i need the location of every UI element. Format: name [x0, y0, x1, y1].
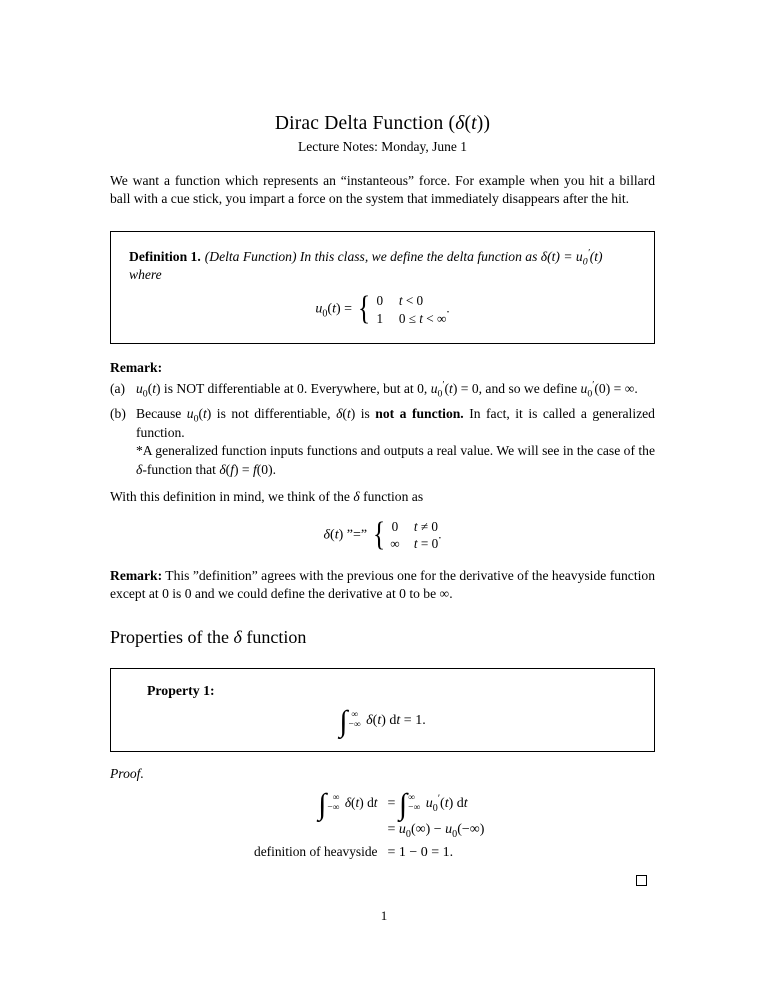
list-item: (b) Because $u_0(t)$ is not differentiable, δ(t) is not a function. In fact, it is called a generalized function. *A generalized function inputs functions and outputs a real value. We will see in the case of the δ-function that δ(f) = f(0).	[110, 405, 655, 478]
derivation-annotation: ∫ ∞ −∞ δ(t) dt	[318, 788, 378, 822]
remark-list	[110, 380, 655, 480]
definition-formula: $u_0(t)$ = { 0 t < 0 1 0 ≤ t < ∞ .	[315, 290, 450, 328]
derivation-expression: = ∫ ∞ −∞ $u_0'(t)$ dt	[387, 787, 468, 821]
document-content	[110, 112, 655, 886]
property-box	[110, 668, 655, 752]
property-label: Property 1:	[147, 682, 215, 698]
proof-derivation	[110, 787, 655, 861]
derivation-row	[110, 822, 655, 838]
list-marker: (b)	[110, 405, 126, 421]
definition-text	[129, 248, 636, 285]
integral-symbol: ∫ ∞ −∞	[318, 788, 340, 822]
piecewise-cases: { 0 t < 0 1 0 ≤ t < ∞	[357, 290, 447, 328]
integral-symbol: ∫ ∞ −∞	[339, 704, 361, 738]
intro-paragraph: We want a function which represents an “instanteous” force. For example when you hit a billard ball with a cue stick, you impart a force on the system that immediately disappears after the hit.	[110, 173, 655, 207]
remark-2-paragraph	[110, 567, 655, 603]
with-definition-paragraph: With this definition in mind, we think of the δ function as	[110, 488, 424, 504]
remark-2-heading: Remark:	[110, 567, 163, 583]
page-subtitle: Lecture Notes: Monday, June 1	[298, 139, 467, 155]
list-marker: (a)	[110, 381, 126, 397]
property-formula: ∫ ∞ −∞ δ(t) dt = 1.	[339, 704, 426, 738]
derivation-expression: = 1 − 0 = 1.	[387, 845, 454, 861]
integral-symbol: ∫ ∞ −∞	[398, 787, 421, 821]
definition-label: Definition 1.	[129, 248, 201, 264]
definition-body: (Delta Function) In this class, we define the delta function as $\delta(t) = u_0'(t)$ where	[129, 247, 603, 282]
derivation-row	[110, 844, 655, 861]
remark-1-heading: Remark:	[110, 360, 163, 376]
list-item: (a) $u_0(t)$ is NOT differentiable at 0. Everywhere, but at 0, $u_0'(t) = 0$, and so we define $u_0'(0)$ = ∞.	[110, 379, 638, 400]
section-heading: Properties of the δ function	[110, 626, 307, 647]
remark-2-text: This ”definition” agrees with the previous one for the derivative of the heavyside function except at 0 is 0 and we could define the derivative at 0 to be ∞.	[110, 567, 655, 601]
definition-box	[110, 231, 655, 345]
derivation-row	[110, 787, 655, 822]
proof-label: Proof.	[110, 765, 144, 781]
derivation-expression: = $u_0(\infty) - u_0(-\infty)$	[387, 822, 485, 840]
qed-box	[636, 875, 647, 886]
page-title: Dirac Delta Function (δ(t))	[274, 113, 491, 134]
delta-formula: δ(t) ”=” { 0 t ≠ 0 ∞ t = 0 .	[323, 515, 442, 553]
piecewise-cases: { 0 t ≠ 0 ∞ t = 0	[372, 515, 439, 553]
derivation-annotation: definition of heavyside	[254, 844, 378, 860]
page-number: 1	[380, 908, 388, 923]
